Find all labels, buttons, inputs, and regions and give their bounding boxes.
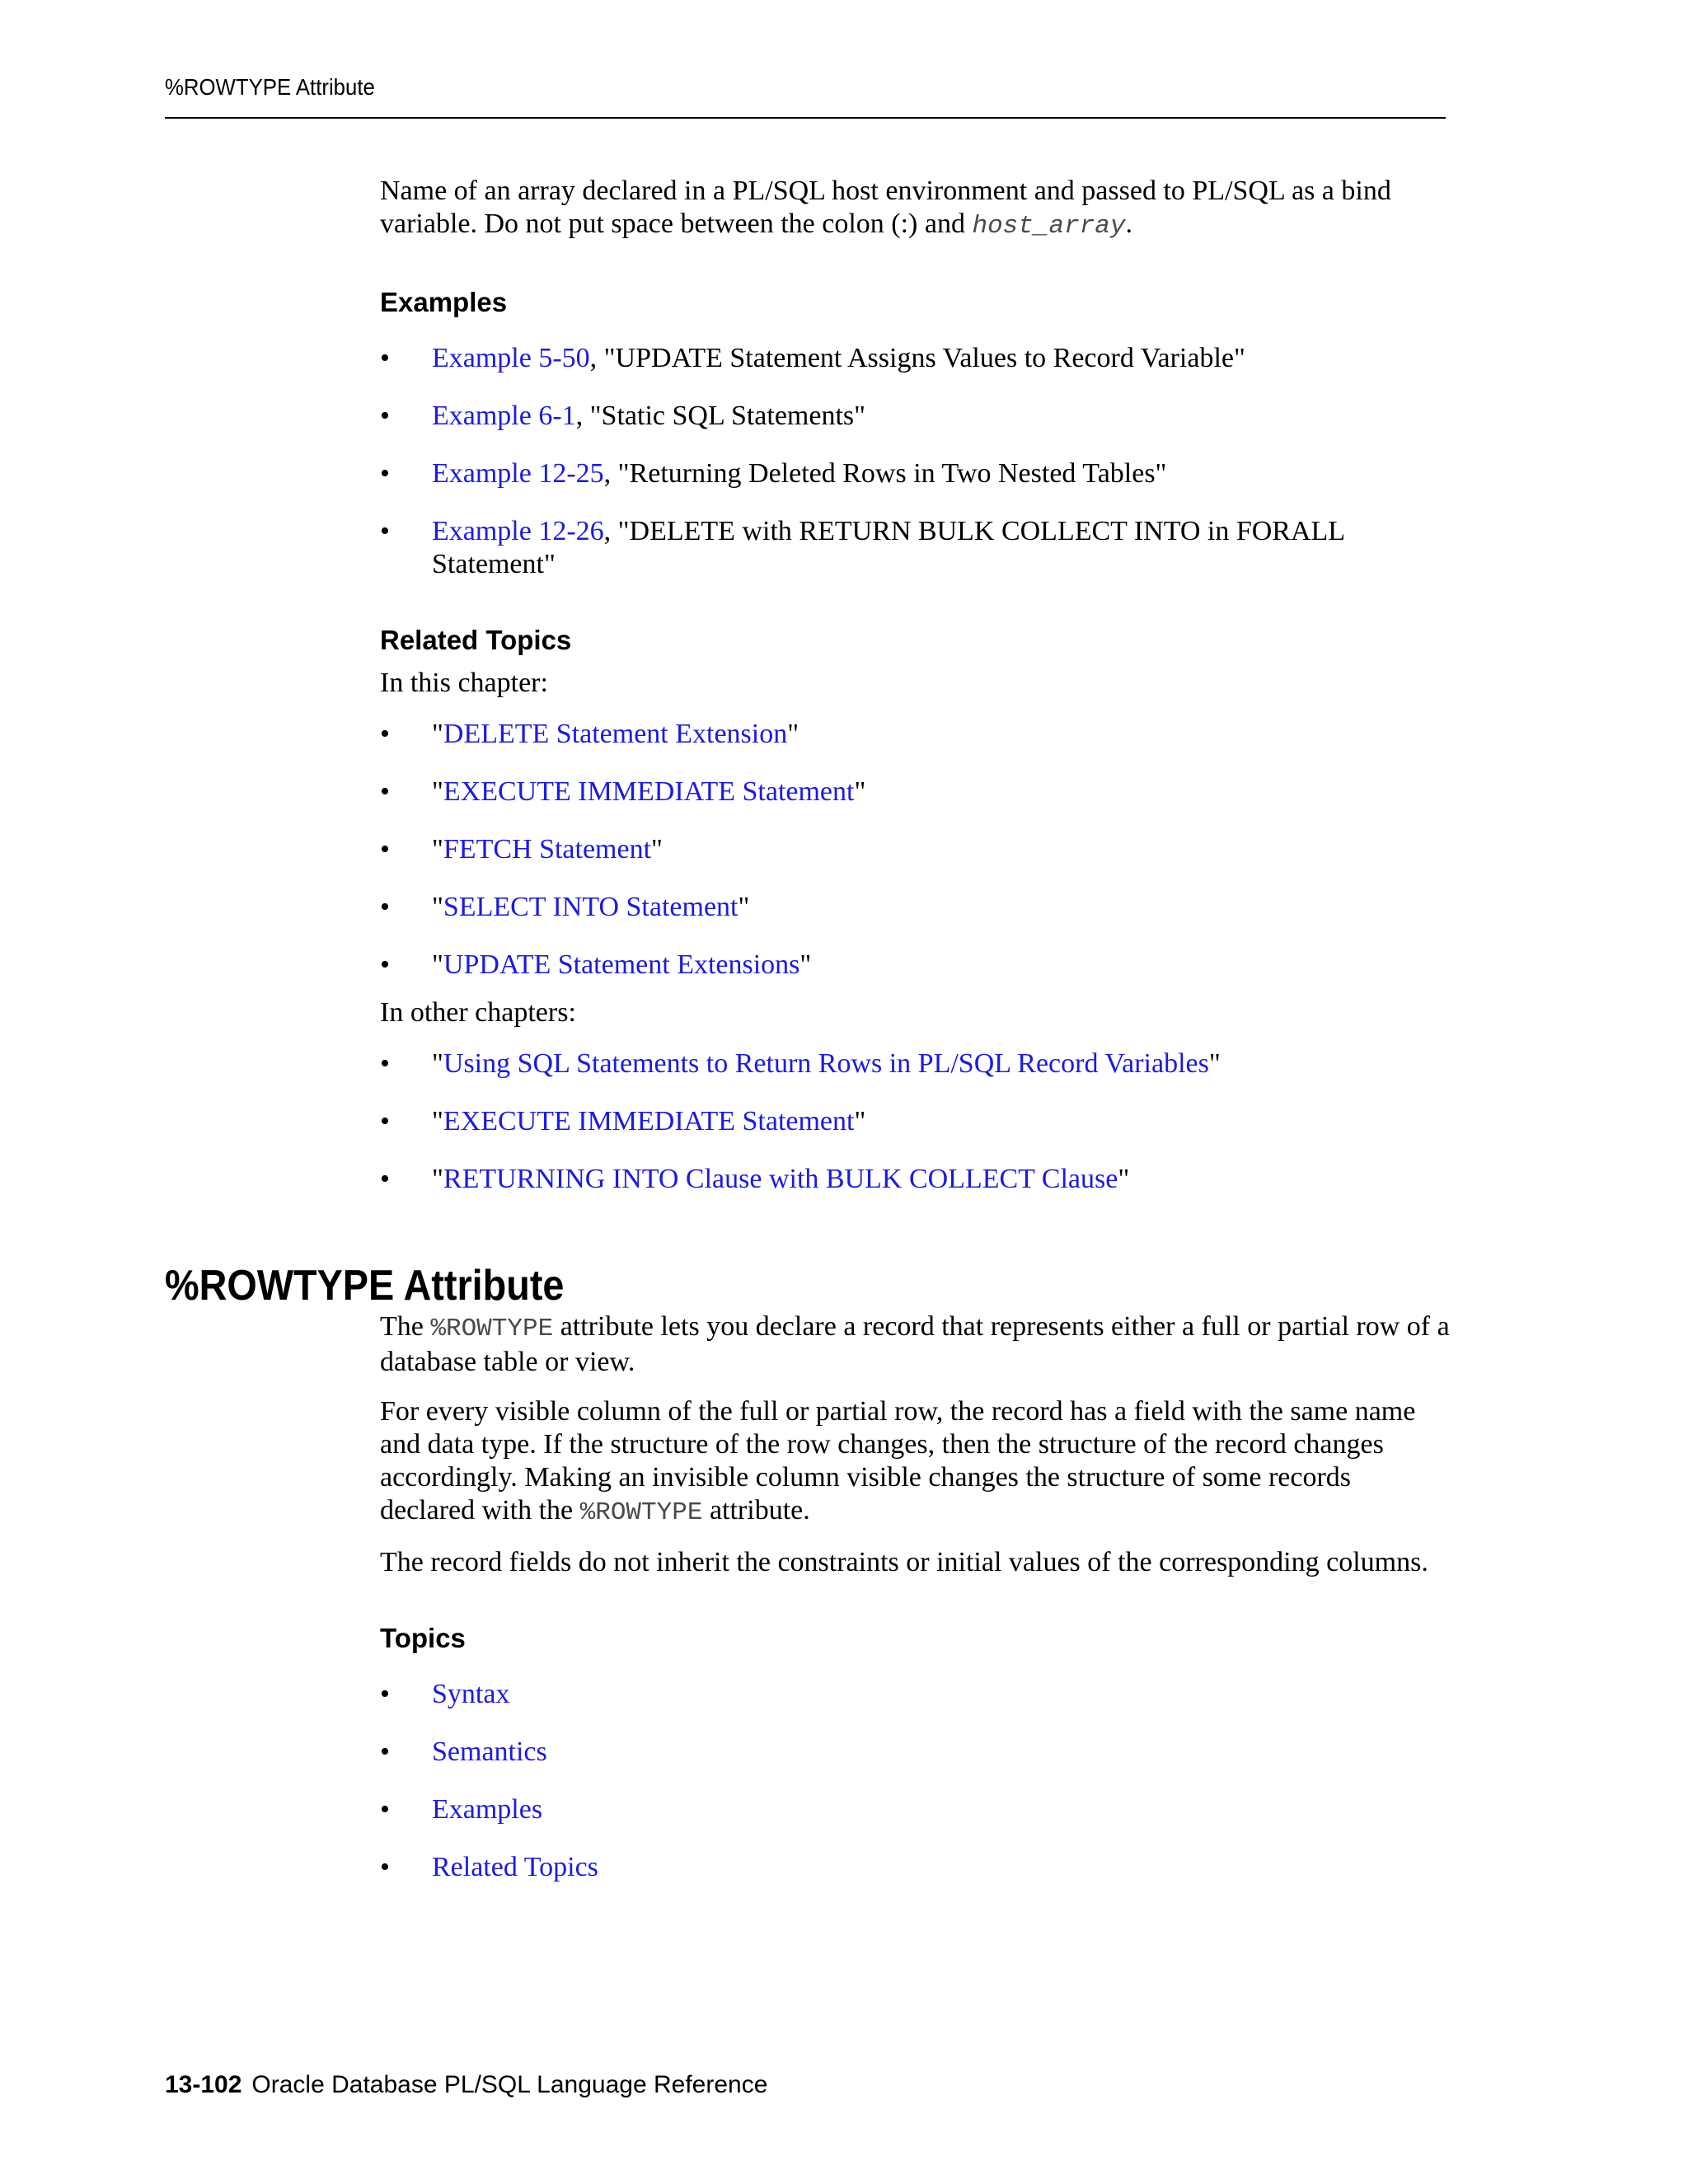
examples-list (380, 342, 1451, 581)
related-link[interactable]: Using SQL Statements to Return Rows in PL/SQL Record Variables (443, 1048, 1209, 1079)
list-item (380, 457, 1451, 490)
header-rule (165, 117, 1446, 119)
bullet-icon: • (380, 949, 390, 980)
bullet-icon: • (380, 516, 390, 546)
list-item: • "DELETE Statement Extension" (380, 719, 799, 749)
this-chapter-list (380, 718, 1451, 982)
paragraph-text: For every visible column of the full or partial row, the record has a field with the same name and data type. If the structure of the row changes, then the structure of the record changes accordingly. Making an invisible column visible changes the structure of some records declared with the (380, 1396, 1416, 1526)
section-title: %ROWTYPE Attribute (165, 1262, 565, 1310)
inline-code: %ROWTYPE (579, 1498, 703, 1527)
paragraph-text: attribute. (702, 1495, 810, 1526)
examples-heading: Examples (380, 287, 508, 317)
list-item: • "UPDATE Statement Extensions" (380, 949, 812, 980)
related-link[interactable]: RETURNING INTO Clause with BULK COLLECT Clause (443, 1164, 1118, 1194)
bullet-icon: • (380, 1048, 390, 1079)
topics-list (380, 1678, 1451, 1884)
related-link[interactable]: EXECUTE IMMEDIATE Statement (443, 1106, 855, 1137)
example-link[interactable]: Example 12-26 (432, 516, 604, 546)
this-chapter-label: In this chapter: (380, 668, 548, 698)
topic-link-examples[interactable]: Examples (432, 1794, 543, 1825)
example-link[interactable]: Example 12-25 (432, 458, 604, 489)
other-chapters-list (380, 1047, 1451, 1196)
topic-link-related-topics[interactable]: Related Topics (432, 1852, 598, 1882)
list-item: • "RETURNING INTO Clause with BULK COLLECT Clause" (380, 1164, 1130, 1194)
list-item (380, 1678, 1451, 1711)
topics-heading: Topics (380, 1623, 466, 1653)
page-footer (165, 2071, 767, 2099)
bullet-icon: • (380, 719, 390, 749)
example-link[interactable]: Example 6-1 (432, 401, 576, 431)
bullet-icon: • (380, 834, 390, 865)
related-topics-heading: Related Topics (380, 625, 572, 655)
list-item (380, 400, 1451, 433)
bullet-icon: • (380, 343, 390, 373)
inline-code: %ROWTYPE (430, 1315, 554, 1343)
example-link[interactable]: Example 5-50 (432, 343, 590, 373)
paragraph-text: The (380, 1311, 431, 1342)
intro-text: Name of an array declared in a PL/SQL host environment and passed to PL/SQL as a bind variable. Do not put space between the colon (:) and (380, 176, 1391, 239)
content-lower (380, 1310, 1451, 1909)
list-item (380, 342, 1451, 375)
topic-link-syntax[interactable]: Syntax (432, 1679, 510, 1709)
list-item: • "EXECUTE IMMEDIATE Statement" (380, 776, 866, 807)
bullet-icon: • (380, 1852, 390, 1882)
intro-code: host_array (972, 212, 1126, 241)
example-text: , "Returning Deleted Rows in Two Nested Tables" (603, 458, 1167, 489)
intro-paragraph (380, 175, 1451, 243)
related-link[interactable]: DELETE Statement Extension (443, 719, 788, 749)
bullet-icon: • (380, 458, 390, 489)
other-chapters-label: In other chapters: (380, 997, 576, 1028)
list-item (380, 1793, 1451, 1826)
bullet-icon: • (380, 1679, 390, 1709)
example-text: , "DELETE with RETURN BULK COLLECT INTO in FORALL Statement" (432, 516, 1344, 579)
bullet-icon: • (380, 1736, 390, 1767)
section-paragraph-1 (380, 1310, 1451, 1379)
bullet-icon: • (380, 1794, 390, 1825)
bullet-icon: • (380, 1164, 390, 1194)
list-item: • "Using SQL Statements to Return Rows in PL/SQL Record Variables" (380, 1048, 1221, 1079)
list-item (380, 1736, 1451, 1769)
bullet-icon: • (380, 776, 390, 807)
book-title: Oracle Database PL/SQL Language Reference (251, 2071, 768, 2098)
list-item: • "FETCH Statement" (380, 834, 663, 865)
example-text: , "Static SQL Statements" (575, 401, 866, 431)
topic-link-semantics[interactable]: Semantics (432, 1736, 547, 1767)
running-header: %ROWTYPE Attribute (165, 74, 375, 100)
related-link[interactable]: EXECUTE IMMEDIATE Statement (443, 776, 855, 807)
intro-text-end: . (1125, 209, 1132, 239)
bullet-icon: • (380, 401, 390, 431)
paragraph-text: attribute lets you declare a record that represents either a full or partial row of a database table or view. (380, 1311, 1450, 1377)
page-number: 13-102 (165, 2071, 242, 2098)
list-item: • "EXECUTE IMMEDIATE Statement" (380, 1106, 866, 1137)
list-item (380, 1851, 1451, 1884)
section-paragraph-3: The record fields do not inherit the constraints or initial values of the corresponding columns. (380, 1547, 1428, 1577)
section-paragraph-2 (380, 1395, 1451, 1530)
bullet-icon: • (380, 1106, 390, 1137)
example-text: , "UPDATE Statement Assigns Values to Record Variable" (589, 343, 1245, 373)
list-item: • "SELECT INTO Statement" (380, 892, 750, 922)
related-link[interactable]: FETCH Statement (443, 834, 652, 865)
list-item (380, 515, 1404, 581)
related-link[interactable]: SELECT INTO Statement (443, 892, 738, 922)
bullet-icon: • (380, 892, 390, 922)
content-upper (380, 175, 1451, 1221)
related-link[interactable]: UPDATE Statement Extensions (443, 949, 800, 980)
